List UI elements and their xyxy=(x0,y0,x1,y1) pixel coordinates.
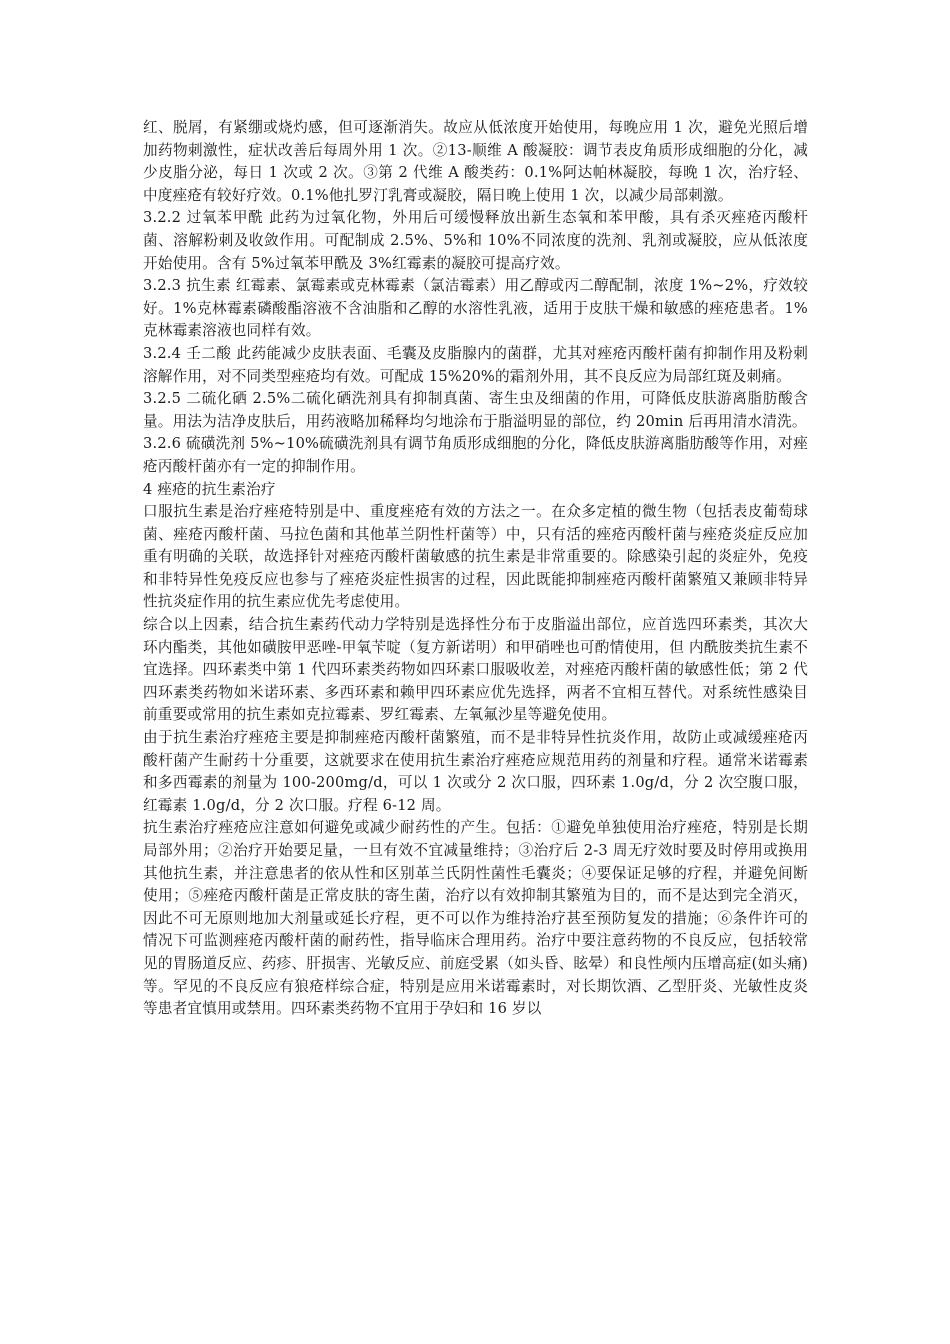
paragraph-resistance: 抗生素治疗痤疮应注意如何避免或减少耐药性的产生。包括：①避免单独使用治疗痤疮，特别是长期局部外用；②治疗开始要足量，一旦有效不宜减量维持；③治疗后 2-3 周无疗效时要及时停用或换用其他抗生素，并注意患者的依从性和区别革兰氏阴性菌性毛囊炎；④要保证足够的疗程，并避免间断使用；⑤痤疮丙酸杆菌是正常皮肤的寄生菌，治疗以有效抑制其繁殖为目的，而不是达到完全消灭，因此不可无原则地加大剂量或延长疗程，更不可以作为维持治疗甚至预防复发的措施；⑥条件许可的情况下可监测痤疮丙酸杆菌的耐药性，指导临床合理用药。治疗中要注意药物的不良反应，包括较常见的胃肠道反应、药疹、肝损害、光敏反应、前庭受累（如头昏、眩晕）和良性颅内压增高症(如头痛)等。罕见的不良反应有狼疮样综合症，特别是应用米诺霉素时，对长期饮酒、乙型肝炎、光敏性皮炎等患者宜慎用或禁用。四环素类药物不宜用于孕妇和 16 岁以 xyxy=(143,819,808,1018)
paragraph-dosage: 由于抗生素治疗痤疮主要是抑制痤疮丙酸杆菌繁殖，而不是非特异性抗炎作用，故防止或减缓痤疮丙酸杆菌产生耐药十分重要，这就要求在使用抗生素治疗痤疮应规范用药的剂量和疗程。通常米诺霉素和多西霉素的剂量为 100-200mg/d，可以 1 次或分 2 次口服，四环素 1.0g/d，分 2 次空腹口服，红霉素 1.0g/d，分 2 次口服。疗程 6-12 周。 xyxy=(143,729,808,814)
paragraph-benzoyl-peroxide: 3.2.2 过氧苯甲酰 此药为过氧化物，外用后可缓慢释放出新生态氧和苯甲酸，具有杀灭痤疮丙酸杆菌、溶解粉刺及收敛作用。可配制成 2.5%、5%和 10%不同浓度的洗剂、乳剂或凝胶，应从低浓度开始使用。含有 5%过氧苯甲酰及 3%红霉素的凝胶可提高疗效。 xyxy=(143,209,808,272)
paragraph-topical-antibiotics: 3.2.3 抗生素 红霉素、氯霉素或克林霉素（氯洁霉素）用乙醇或丙二醇配制，浓度 1%~2%，疗效较好。1%克林霉素磷酸酯溶液不含油脂和乙醇的水溶性乳液，适用于皮肤干燥和敏感的痤疮患者。1%克林霉素溶液也同样有效。 xyxy=(143,277,808,340)
section-heading: 4 痤疮的抗生素治疗 xyxy=(143,480,276,498)
paragraph-antibiotic-selection: 综合以上因素，结合抗生素药代动力学特别是选择性分布于皮脂溢出部位，应首选四环素类，其次大环内酯类，其他如磺胺甲恶唑-甲氧苄啶（复方新诺明）和甲硝唑也可酌情使用，但 内酰胺类抗生素不宜选择。四环素类中第 1 代四环素类药物如四环素口服吸收差，对痤疮丙酸杆菌的敏感性低；第 2 代四环素类药物如米诺环素、多西环素和赖甲四环素应优先选择，两者不宜相互替代。对系统性感染目前重要或常用的抗生素如克拉霉素、罗红霉素、左氧氟沙星等避免使用。 xyxy=(143,616,808,724)
paragraph-oral-antibiotics: 口服抗生素是治疗痤疮特别是中、重度痤疮有效的方法之一。在众多定植的微生物（包括表皮葡萄球菌、痤疮丙酸杆菌、马拉色菌和其他革兰阴性杆菌等）中，只有活的痤疮丙酸杆菌与痤疮炎症反应加重有明确的关联，故选择针对痤疮丙酸杆菌敏感的抗生素是非常重要的。除感染引起的炎症外，免疫和非特异性免疫反应也参与了痤疮炎症性损害的过程，因此既能抑制痤疮丙酸杆菌繁殖又兼顾非特异性抗炎症作用的抗生素应优先考虑使用。 xyxy=(143,503,808,611)
document-page xyxy=(143,117,808,1021)
paragraph-selenium-sulfide: 3.2.5 二硫化硒 2.5%二硫化硒洗剂具有抑制真菌、寄生虫及细菌的作用，可降低皮肤游离脂肪酸含量。用法为洁净皮肤后，用药液略加稀释均匀地涂布于脂溢明显的部位，约 20min 后再用清水清洗。 xyxy=(143,390,808,430)
paragraph-azelaic-acid: 3.2.4 壬二酸 此药能减少皮肤表面、毛囊及皮脂腺内的菌群，尤其对痤疮丙酸杆菌有抑制作用及粉刺溶解作用，对不同类型痤疮均有效。可配成 15%20%的霜剂外用，其不良反应为局部红斑及刺痛。 xyxy=(143,344,808,385)
paragraph-retinoid-continued: 红、脱屑，有紧绷或烧灼感，但可逐渐消失。故应从低浓度开始使用，每晚应用 1 次，避免光照后增加药物刺激性，症状改善后每周外用 1 次。②13-顺维 A 酸凝胶：调节表皮角质形成细胞的分化，减少皮脂分泌，每日 1 次或 2 次。③第 2 代维 A 酸类药：0.1%阿达帕林凝胶，每晚 1 次，治疗轻、中度痤疮有较好疗效。0.1%他扎罗汀乳膏或凝胶，隔日晚上使用 1 次，以减少局部刺激。 xyxy=(143,119,808,204)
paragraph-sulfur-lotion: 3.2.6 硫磺洗剂 5%~10%硫磺洗剂具有调节角质形成细胞的分化，降低皮肤游离脂肪酸等作用，对痤疮丙酸杆菌亦有一定的抑制作用。 xyxy=(143,435,808,475)
